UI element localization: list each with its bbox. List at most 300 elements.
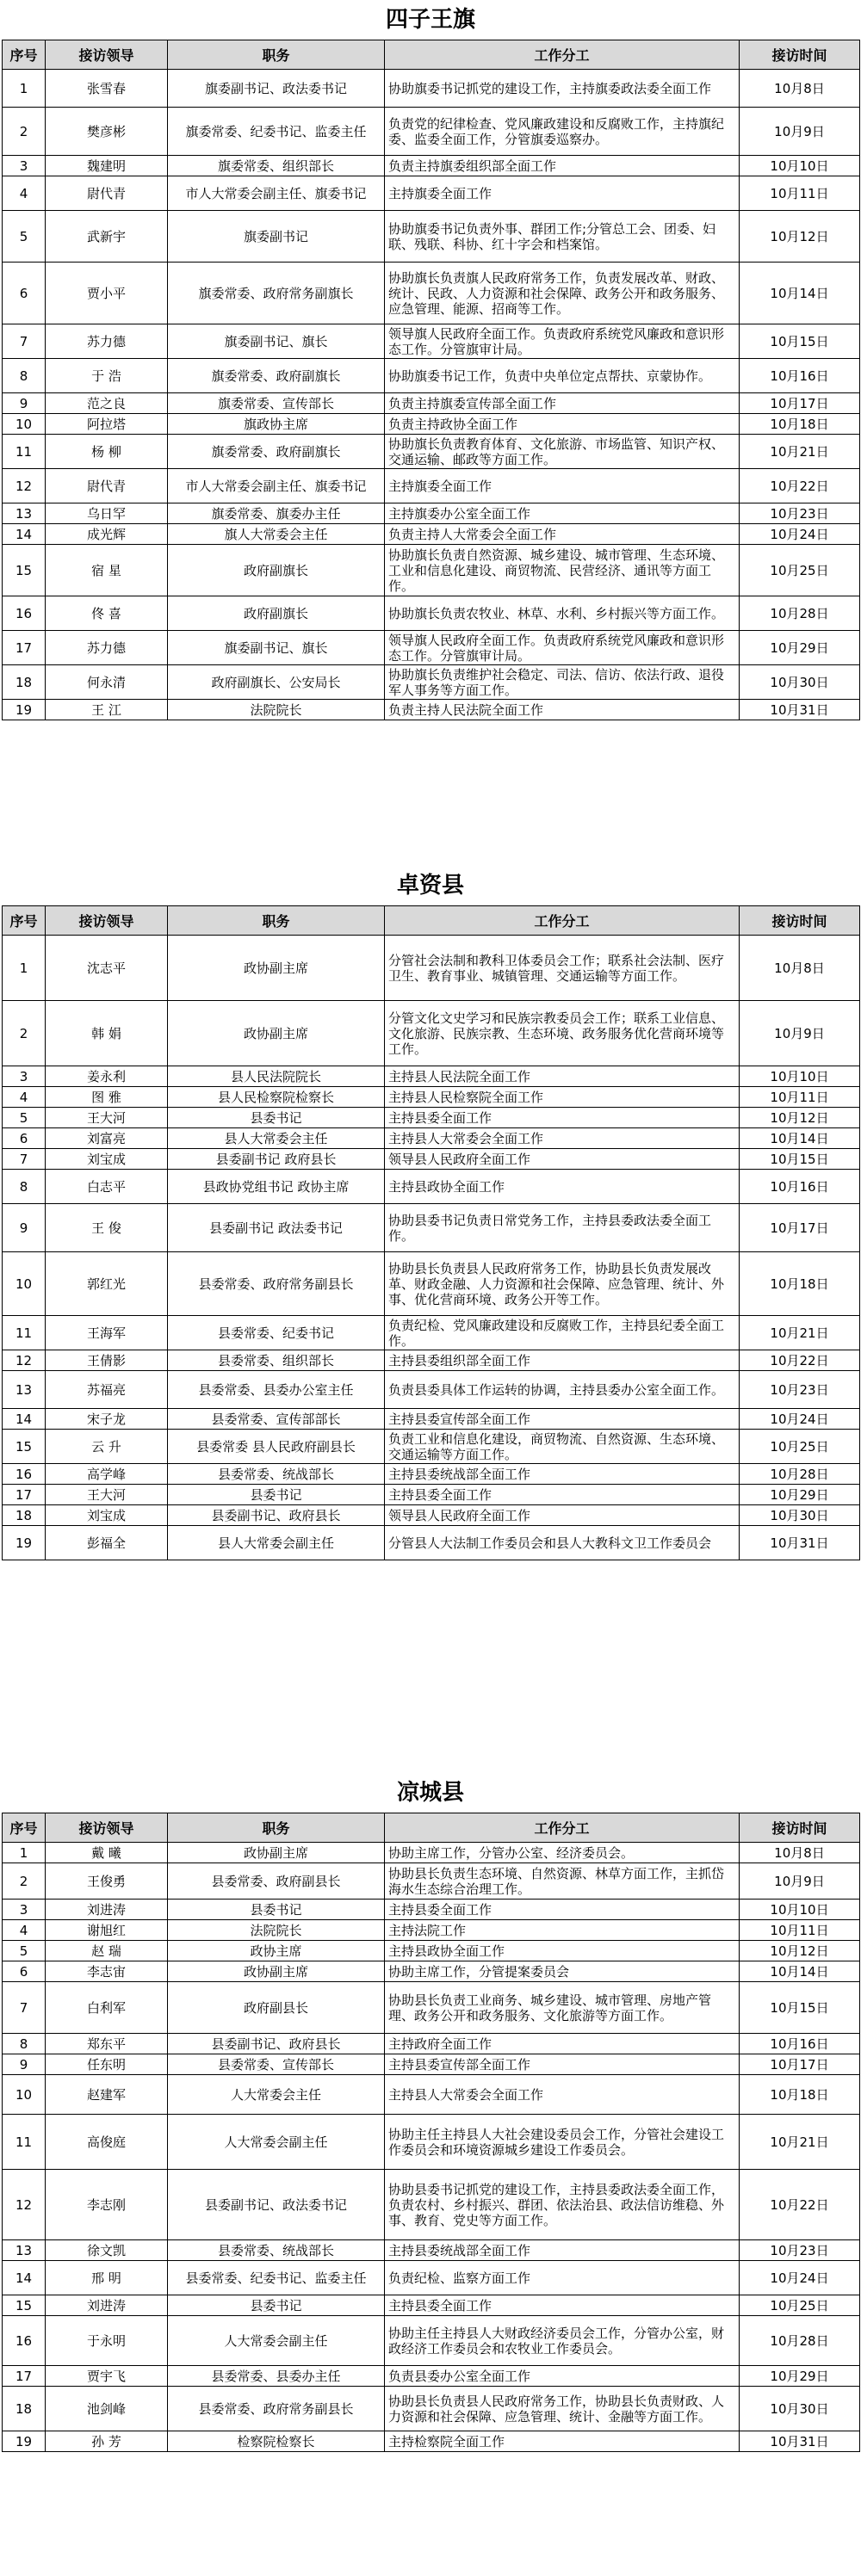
leader-name: 何永清 <box>46 665 168 700</box>
work-duty: 主持旗委办公室全面工作 <box>385 503 740 524</box>
reception-schedule-table <box>2 1813 860 2452</box>
table-row <box>3 2054 860 2075</box>
table-row <box>3 263 860 324</box>
row-number: 6 <box>3 263 46 324</box>
leader-name: 彭福全 <box>46 1526 168 1560</box>
visit-date: 10月9日 <box>740 1001 860 1066</box>
table-header-row <box>3 1813 860 1843</box>
leader-name: 王俊勇 <box>46 1863 168 1900</box>
leader-name: 李志宙 <box>46 1961 168 1982</box>
leader-position: 县委常委、纪委书记、监委主任 <box>168 2261 385 2295</box>
row-number: 3 <box>3 1900 46 1920</box>
work-duty: 协助主任主持县人大社会建设委员会工作，分管社会建设工作委员会和环境资源城乡建设工作委员会。 <box>385 2115 740 2170</box>
work-duty: 主持旗委全面工作 <box>385 469 740 503</box>
visit-date: 10月10日 <box>740 1066 860 1087</box>
leader-position: 旗委副书记、政法委书记 <box>168 70 385 108</box>
row-number: 18 <box>3 1505 46 1526</box>
table-row <box>3 1170 860 1204</box>
leader-name: 徐文凯 <box>46 2240 168 2261</box>
county-section <box>0 866 861 1560</box>
work-duty: 主持县委宣传部全面工作 <box>385 2054 740 2075</box>
visit-date: 10月12日 <box>740 1108 860 1128</box>
table-row <box>3 1108 860 1128</box>
visit-date: 10月24日 <box>740 2261 860 2295</box>
table-row <box>3 1505 860 1526</box>
table-row <box>3 70 860 108</box>
visit-date: 10月18日 <box>740 2075 860 2115</box>
table-row <box>3 1430 860 1464</box>
row-number: 1 <box>3 1843 46 1863</box>
leader-position: 旗委副书记、旗长 <box>168 631 385 665</box>
work-duty: 领导县人民政府全面工作 <box>385 1149 740 1170</box>
leader-position: 县委常委、统战部长 <box>168 1464 385 1485</box>
visit-date: 10月21日 <box>740 435 860 469</box>
table-row <box>3 2075 860 2115</box>
row-number: 13 <box>3 503 46 524</box>
visit-date: 10月31日 <box>740 700 860 720</box>
table-row <box>3 414 860 435</box>
leader-name: 赵 瑞 <box>46 1941 168 1961</box>
table-row <box>3 1252 860 1316</box>
column-header: 工作分工 <box>385 906 740 936</box>
leader-name: 魏建明 <box>46 156 168 176</box>
leader-position: 县人大常委会主任 <box>168 1128 385 1149</box>
visit-date: 10月14日 <box>740 1961 860 1982</box>
work-duty: 主持法院工作 <box>385 1920 740 1941</box>
row-number: 10 <box>3 414 46 435</box>
visit-date: 10月12日 <box>740 211 860 263</box>
row-number: 2 <box>3 1001 46 1066</box>
leader-position: 县人大常委会副主任 <box>168 1526 385 1560</box>
work-duty: 协助县委书记抓党的建设工作，主持县委政法委全面工作，负责农村、乡村振兴、群团、依法治县、政法信访维稳、外事、教育、党史等方面工作。 <box>385 2170 740 2240</box>
work-duty: 协助县长负责县人民政府常务工作，协助县长负责财政、人力资源和社会保障、应急管理、统计、金融等方面工作。 <box>385 2387 740 2431</box>
row-number: 5 <box>3 1108 46 1128</box>
leader-name: 成光辉 <box>46 524 168 545</box>
table-row <box>3 936 860 1001</box>
visit-date: 10月8日 <box>740 70 860 108</box>
leader-position: 旗委常委、政府常务副旗长 <box>168 263 385 324</box>
row-number: 8 <box>3 1170 46 1204</box>
work-duty: 主持县人民检察院全面工作 <box>385 1087 740 1108</box>
work-duty: 负责纪检、监察方面工作 <box>385 2261 740 2295</box>
table-row <box>3 2316 860 2366</box>
visit-date: 10月22日 <box>740 469 860 503</box>
table-header-row <box>3 40 860 70</box>
work-duty: 协助主席工作，分管提案委员会 <box>385 1961 740 1982</box>
leader-name: 姜永利 <box>46 1066 168 1087</box>
work-duty: 主持县委宣传部全面工作 <box>385 1409 740 1430</box>
leader-name: 苏福亮 <box>46 1371 168 1409</box>
leader-position: 旗委副书记 <box>168 211 385 263</box>
visit-date: 10月8日 <box>740 936 860 1001</box>
work-duty: 主持县政协全面工作 <box>385 1941 740 1961</box>
table-row <box>3 1128 860 1149</box>
table-row <box>3 503 860 524</box>
section-title: 卓资县 <box>396 873 464 899</box>
leader-name: 邢 明 <box>46 2261 168 2295</box>
work-duty: 分管县人大法制工作委员会和县人大教科文卫工作委员会 <box>385 1526 740 1560</box>
table-row <box>3 2170 860 2240</box>
table-row <box>3 1204 860 1252</box>
leader-position: 检察院检察长 <box>168 2431 385 2452</box>
visit-date: 10月28日 <box>740 596 860 631</box>
table-row <box>3 393 860 414</box>
row-number: 7 <box>3 1982 46 2034</box>
row-number: 12 <box>3 1350 46 1371</box>
reception-schedule-table <box>2 905 860 1560</box>
row-number: 17 <box>3 1485 46 1505</box>
leader-name: 云 升 <box>46 1430 168 1464</box>
row-number: 11 <box>3 435 46 469</box>
leader-position: 旗委副书记、旗长 <box>168 324 385 359</box>
visit-date: 10月29日 <box>740 631 860 665</box>
leader-position: 县委常委、政府副县长 <box>168 1863 385 1900</box>
table-row <box>3 435 860 469</box>
visit-date: 10月17日 <box>740 393 860 414</box>
row-number: 5 <box>3 211 46 263</box>
row-number: 5 <box>3 1941 46 1961</box>
leader-name: 郑东平 <box>46 2034 168 2054</box>
leader-position: 政府副旗长 <box>168 596 385 631</box>
visit-date: 10月30日 <box>740 2387 860 2431</box>
visit-date: 10月25日 <box>740 545 860 596</box>
table-row <box>3 2034 860 2054</box>
section-title: 凉城县 <box>396 1780 464 1806</box>
work-duty: 主持检察院全面工作 <box>385 2431 740 2452</box>
visit-date: 10月18日 <box>740 1252 860 1316</box>
row-number: 3 <box>3 156 46 176</box>
work-duty: 负责主持政协全面工作 <box>385 414 740 435</box>
row-number: 16 <box>3 596 46 631</box>
row-number: 14 <box>3 1409 46 1430</box>
work-duty: 协助旗长负责农牧业、林草、水利、乡村振兴等方面工作。 <box>385 596 740 631</box>
table-row <box>3 1350 860 1371</box>
leader-position: 县委常委、宣传部长 <box>168 2054 385 2075</box>
leader-name: 王海军 <box>46 1316 168 1350</box>
visit-date: 10月28日 <box>740 2316 860 2366</box>
leader-position: 人大常委会副主任 <box>168 2115 385 2170</box>
work-duty: 协助旗委书记负责外事、群团工作;分管总工会、团委、妇联、残联、科协、红十字会和档案馆。 <box>385 211 740 263</box>
leader-name: 宿 星 <box>46 545 168 596</box>
visit-date: 10月11日 <box>740 176 860 211</box>
table-row <box>3 1087 860 1108</box>
visit-date: 10月16日 <box>740 2034 860 2054</box>
row-number: 9 <box>3 393 46 414</box>
table-row <box>3 2240 860 2261</box>
row-number: 17 <box>3 2366 46 2387</box>
work-duty: 主持县人民法院全面工作 <box>385 1066 740 1087</box>
leader-position: 县人民法院院长 <box>168 1066 385 1087</box>
leader-name: 沈志平 <box>46 936 168 1001</box>
row-number: 10 <box>3 2075 46 2115</box>
table-row <box>3 1843 860 1863</box>
work-duty: 主持县委全面工作 <box>385 2295 740 2316</box>
leader-name: 尉代青 <box>46 176 168 211</box>
leader-position: 政府副旗长 <box>168 545 385 596</box>
row-number: 2 <box>3 108 46 156</box>
work-duty: 协助县长负责县人民政府常务工作，协助县长负责发展改革、财政金融、人力资源和社会保障、应急管理、统计、外事、优化营商环境、政务公开等工作。 <box>385 1252 740 1316</box>
leader-name: 白志平 <box>46 1170 168 1204</box>
leader-name: 白利军 <box>46 1982 168 2034</box>
column-header: 接访领导 <box>46 40 168 70</box>
work-duty: 负责党的纪律检查、党风廉政建设和反腐败工作，主持旗纪委、监委全面工作，分管旗委巡察办。 <box>385 108 740 156</box>
leader-position: 政协副主席 <box>168 1001 385 1066</box>
row-number: 10 <box>3 1252 46 1316</box>
leader-position: 县委常委、宣传部部长 <box>168 1409 385 1430</box>
visit-date: 10月14日 <box>740 1128 860 1149</box>
table-row <box>3 665 860 700</box>
leader-name: 樊彦彬 <box>46 108 168 156</box>
row-number: 16 <box>3 2316 46 2366</box>
leader-name: 池剑峰 <box>46 2387 168 2431</box>
work-duty: 负责工业和信息化建设，商贸物流、自然资源、生态环境、交通运输等方面工作。 <box>385 1430 740 1464</box>
table-row <box>3 700 860 720</box>
work-duty: 主持县人大常委会全面工作 <box>385 1128 740 1149</box>
reception-schedule-table <box>2 40 860 720</box>
row-number: 11 <box>3 1316 46 1350</box>
visit-date: 10月25日 <box>740 2295 860 2316</box>
leader-name: 谢旭红 <box>46 1920 168 1941</box>
leader-position: 县委副书记 政法委书记 <box>168 1204 385 1252</box>
visit-date: 10月12日 <box>740 1941 860 1961</box>
leader-name: 苏力德 <box>46 324 168 359</box>
row-number: 4 <box>3 1920 46 1941</box>
row-number: 13 <box>3 2240 46 2261</box>
leader-position: 县委常委、政府常务副县长 <box>168 2387 385 2431</box>
work-duty: 负责主持人大常委会全面工作 <box>385 524 740 545</box>
visit-date: 10月16日 <box>740 1170 860 1204</box>
leader-position: 法院院长 <box>168 1920 385 1941</box>
table-row <box>3 2115 860 2170</box>
row-number: 12 <box>3 2170 46 2240</box>
leader-name: 刘宝成 <box>46 1505 168 1526</box>
visit-date: 10月9日 <box>740 1863 860 1900</box>
leader-position: 市人大常委会副主任、旗委书记 <box>168 176 385 211</box>
work-duty: 协助县长负责生态环境、自然资源、林草方面工作，主抓岱海水生态综合治理工作。 <box>385 1863 740 1900</box>
leader-position: 县委常委、纪委书记 <box>168 1316 385 1350</box>
row-number: 4 <box>3 1087 46 1108</box>
work-duty: 负责县委办公室全面工作 <box>385 2366 740 2387</box>
table-row <box>3 631 860 665</box>
leader-name: 尉代青 <box>46 469 168 503</box>
row-number: 13 <box>3 1371 46 1409</box>
row-number: 4 <box>3 176 46 211</box>
leader-position: 县委书记 <box>168 2295 385 2316</box>
leader-name: 苏力德 <box>46 631 168 665</box>
table-row <box>3 1900 860 1920</box>
leader-position: 旗委常委、纪委书记、监委主任 <box>168 108 385 156</box>
work-duty: 协助县长负责工业商务、城乡建设、城市管理、房地产管理、政务公开和政务服务、文化旅游等方面工作。 <box>385 1982 740 2034</box>
column-header: 接访领导 <box>46 906 168 936</box>
leader-name: 戴 曦 <box>46 1843 168 1863</box>
row-number: 15 <box>3 2295 46 2316</box>
table-row <box>3 1920 860 1941</box>
row-number: 7 <box>3 1149 46 1170</box>
leader-name: 刘进涛 <box>46 1900 168 1920</box>
work-duty: 主持县委全面工作 <box>385 1485 740 1505</box>
leader-position: 县委副书记、政法委书记 <box>168 2170 385 2240</box>
leader-name: 范之良 <box>46 393 168 414</box>
leader-name: 李志刚 <box>46 2170 168 2240</box>
leader-position: 旗委常委、政府副旗长 <box>168 435 385 469</box>
table-row <box>3 1316 860 1350</box>
visit-date: 10月15日 <box>740 324 860 359</box>
row-number: 18 <box>3 2387 46 2431</box>
work-duty: 负责纪检、党风廉政建设和反腐败工作，主持县纪委全面工作。 <box>385 1316 740 1350</box>
leader-name: 王 俊 <box>46 1204 168 1252</box>
leader-name: 图 雅 <box>46 1087 168 1108</box>
leader-position: 市人大常委会副主任、旗委书记 <box>168 469 385 503</box>
visit-date: 10月15日 <box>740 1149 860 1170</box>
leader-name: 任东明 <box>46 2054 168 2075</box>
column-header: 工作分工 <box>385 40 740 70</box>
work-duty: 主持县委全面工作 <box>385 1900 740 1920</box>
leader-name: 刘富亮 <box>46 1128 168 1149</box>
row-number: 2 <box>3 1863 46 1900</box>
leader-name: 孙 芳 <box>46 2431 168 2452</box>
row-number: 6 <box>3 1128 46 1149</box>
leader-position: 县委书记 <box>168 1900 385 1920</box>
leader-name: 王倩影 <box>46 1350 168 1371</box>
visit-date: 10月10日 <box>740 1900 860 1920</box>
visit-date: 10月23日 <box>740 1371 860 1409</box>
row-number: 7 <box>3 324 46 359</box>
table-row <box>3 108 860 156</box>
visit-date: 10月31日 <box>740 1526 860 1560</box>
work-duty: 协助旗长负责维护社会稳定、司法、信访、依法行政、退役军人事务等方面工作。 <box>385 665 740 700</box>
row-number: 8 <box>3 2034 46 2054</box>
row-number: 18 <box>3 665 46 700</box>
visit-date: 10月28日 <box>740 1464 860 1485</box>
row-number: 12 <box>3 469 46 503</box>
leader-name: 贾小平 <box>46 263 168 324</box>
leader-name: 阿拉塔 <box>46 414 168 435</box>
work-duty: 协助旗长负责教育体育、文化旅游、市场监管、知识产权、交通运输、邮政等方面工作。 <box>385 435 740 469</box>
visit-date: 10月14日 <box>740 263 860 324</box>
column-header: 接访时间 <box>740 40 860 70</box>
table-row <box>3 1066 860 1087</box>
leader-position: 旗委常委、宣传部长 <box>168 393 385 414</box>
table-row <box>3 596 860 631</box>
visit-date: 10月24日 <box>740 524 860 545</box>
leader-name: 郭红光 <box>46 1252 168 1316</box>
visit-date: 10月30日 <box>740 665 860 700</box>
leader-name: 赵建军 <box>46 2075 168 2115</box>
work-duty: 负责主持旗委组织部全面工作 <box>385 156 740 176</box>
work-duty: 分管社会法制和教科卫体委员会工作；联系社会法制、医疗卫生、教育事业、城镇管理、交通运输等方面工作。 <box>385 936 740 1001</box>
leader-position: 政府副旗长、公安局长 <box>168 665 385 700</box>
leader-name: 王大河 <box>46 1485 168 1505</box>
row-number: 1 <box>3 70 46 108</box>
work-duty: 协助旗委书记工作，负责中央单位定点帮扶、京蒙协作。 <box>385 359 740 393</box>
leader-position: 县委书记 <box>168 1485 385 1505</box>
table-row <box>3 1863 860 1900</box>
section-title: 四子王旗 <box>385 7 475 33</box>
table-row <box>3 1941 860 1961</box>
leader-name: 贾宇飞 <box>46 2366 168 2387</box>
row-number: 17 <box>3 631 46 665</box>
work-duty: 主持县委统战部全面工作 <box>385 2240 740 2261</box>
visit-date: 10月25日 <box>740 1430 860 1464</box>
visit-date: 10月29日 <box>740 1485 860 1505</box>
leader-position: 人大常委会主任 <box>168 2075 385 2115</box>
table-row <box>3 1371 860 1409</box>
work-duty: 主持县委全面工作 <box>385 1108 740 1128</box>
column-header: 序号 <box>3 40 46 70</box>
column-header: 职务 <box>168 40 385 70</box>
column-header: 接访时间 <box>740 1813 860 1843</box>
work-duty: 主持县人大常委会全面工作 <box>385 2075 740 2115</box>
visit-date: 10月15日 <box>740 1982 860 2034</box>
work-duty: 协助主任主持县人大财政经济委员会工作，分管办公室，财政经济工作委员会和农牧业工作委员会。 <box>385 2316 740 2366</box>
leader-position: 县政协党组书记 政协主席 <box>168 1170 385 1204</box>
table-row <box>3 2295 860 2316</box>
table-row <box>3 524 860 545</box>
table-row <box>3 176 860 211</box>
column-header: 序号 <box>3 1813 46 1843</box>
leader-name: 宋子龙 <box>46 1409 168 1430</box>
work-duty: 领导旗人民政府全面工作。负责政府系统党风廉政和意识形态工作。分管旗审计局。 <box>385 631 740 665</box>
visit-date: 10月21日 <box>740 1316 860 1350</box>
leader-position: 政府副县长 <box>168 1982 385 2034</box>
row-number: 9 <box>3 2054 46 2075</box>
row-number: 1 <box>3 936 46 1001</box>
work-duty: 分管文化文史学习和民族宗教委员会工作；联系工业信息、文化旅游、民族宗教、生态环境、政务服务优化营商环境等工作。 <box>385 1001 740 1066</box>
table-row <box>3 2431 860 2452</box>
column-header: 职务 <box>168 906 385 936</box>
leader-name: 于 浩 <box>46 359 168 393</box>
table-row <box>3 211 860 263</box>
leader-name: 韩 娟 <box>46 1001 168 1066</box>
leader-position: 县委常委、政府常务副县长 <box>168 1252 385 1316</box>
leader-position: 政协副主席 <box>168 936 385 1001</box>
work-duty: 主持县委组织部全面工作 <box>385 1350 740 1371</box>
leader-position: 政协副主席 <box>168 1961 385 1982</box>
leader-name: 王大河 <box>46 1108 168 1128</box>
work-duty: 领导县人民政府全面工作 <box>385 1505 740 1526</box>
leader-position: 旗委常委、政府副旗长 <box>168 359 385 393</box>
table-row <box>3 156 860 176</box>
visit-date: 10月11日 <box>740 1087 860 1108</box>
visit-date: 10月22日 <box>740 2170 860 2240</box>
leader-name: 刘进涛 <box>46 2295 168 2316</box>
leader-position: 县委副书记 政府县长 <box>168 1149 385 1170</box>
row-number: 8 <box>3 359 46 393</box>
leader-position: 县委书记 <box>168 1108 385 1128</box>
table-row <box>3 1961 860 1982</box>
table-row <box>3 1526 860 1560</box>
leader-position: 县委常委、统战部长 <box>168 2240 385 2261</box>
leader-name: 佟 喜 <box>46 596 168 631</box>
table-row <box>3 324 860 359</box>
visit-date: 10月18日 <box>740 414 860 435</box>
row-number: 15 <box>3 1430 46 1464</box>
table-row <box>3 1485 860 1505</box>
work-duty: 协助旗长负责自然资源、城乡建设、城市管理、生态环境、工业和信息化建设、商贸物流、民营经济、通讯等方面工作。 <box>385 545 740 596</box>
work-duty: 协助主席工作，分管办公室、经济委员会。 <box>385 1843 740 1863</box>
leader-name: 杨 柳 <box>46 435 168 469</box>
leader-position: 政协主席 <box>168 1941 385 1961</box>
row-number: 6 <box>3 1961 46 1982</box>
work-duty: 领导旗人民政府全面工作。负责政府系统党风廉政和意识形态工作。分管旗审计局。 <box>385 324 740 359</box>
table-row <box>3 469 860 503</box>
work-duty: 协助旗长负责旗人民政府常务工作，负责发展改革、财政、统计、民政、人力资源和社会保障、政务公开和政务服务、应急管理、能源、招商等工作。 <box>385 263 740 324</box>
visit-date: 10月8日 <box>740 1843 860 1863</box>
leader-name: 高俊庭 <box>46 2115 168 2170</box>
visit-date: 10月30日 <box>740 1505 860 1526</box>
row-number: 15 <box>3 545 46 596</box>
leader-position: 旗委常委、组织部长 <box>168 156 385 176</box>
